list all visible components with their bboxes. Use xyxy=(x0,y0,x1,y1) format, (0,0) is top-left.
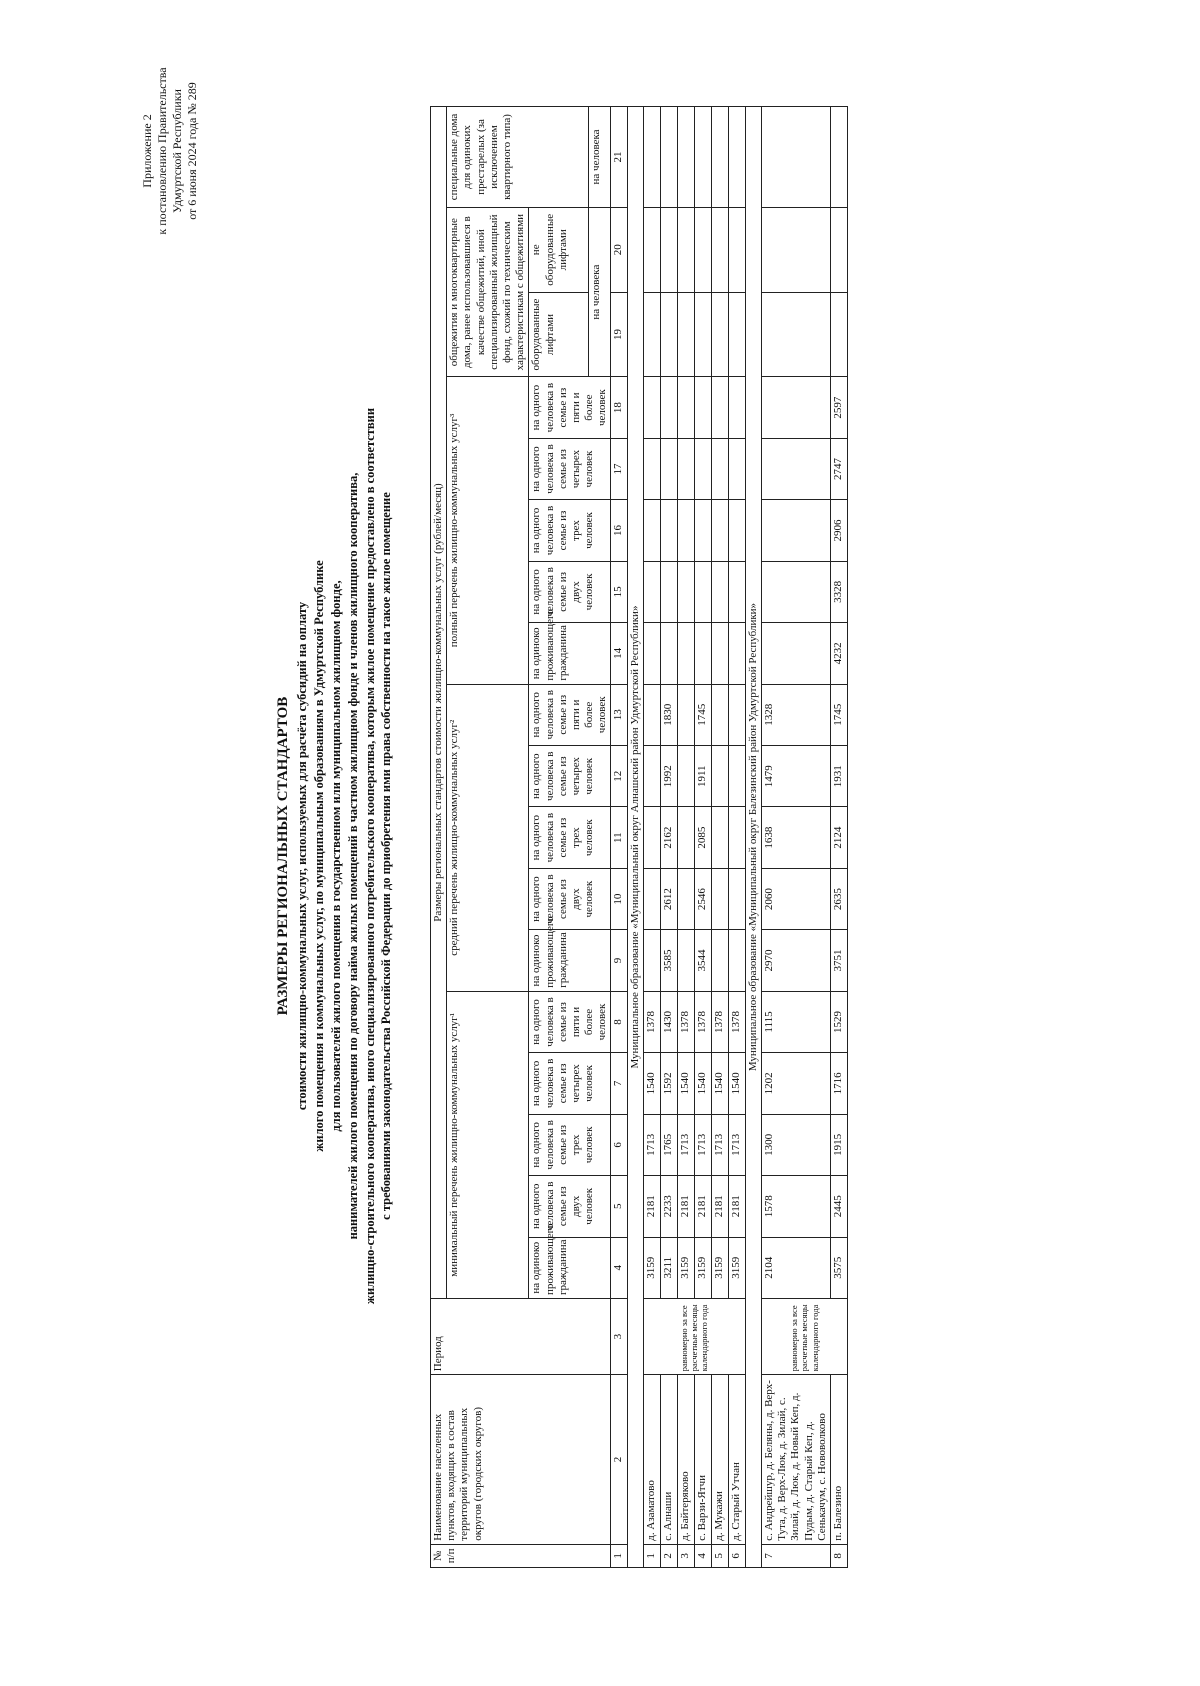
value-cell xyxy=(711,930,728,991)
column-numbers-row xyxy=(611,107,627,1568)
document-title-block xyxy=(275,356,395,1356)
subheader-single: на одиноко проживающего гражданина xyxy=(529,1237,611,1298)
title-line: с требованиями законодательства Российской Федерации до приобретения ими права собственности на такое жилое помещение xyxy=(379,492,394,1220)
value-cell: 1378 xyxy=(711,991,728,1052)
value-cell: 2060 xyxy=(762,868,831,929)
subheader-lift: оборудованные лифтами xyxy=(529,292,588,377)
sizes-header: Размеры региональных стандартов стоимости жилищно-коммунальных услуг (рублей/месяц) xyxy=(431,107,447,1299)
value-cell xyxy=(728,623,745,684)
value-cell xyxy=(728,500,745,561)
value-cell xyxy=(728,377,745,438)
value-cell xyxy=(694,561,711,622)
value-cell xyxy=(643,746,660,807)
settlement-name: д. Байтеряково xyxy=(677,1375,694,1544)
subheader-three: на одного человека в семье из трех человек xyxy=(529,807,611,868)
column-number: 13 xyxy=(611,684,627,745)
value-cell: 2747 xyxy=(830,438,847,499)
value-cell: 3328 xyxy=(830,561,847,622)
value-cell xyxy=(711,292,728,377)
value-cell xyxy=(660,500,677,561)
column-number: 20 xyxy=(611,207,627,292)
column-number: 5 xyxy=(611,1176,627,1237)
value-cell: 3159 xyxy=(677,1237,694,1298)
subheader-three: на одного человека в семье из трех человек xyxy=(529,1114,611,1175)
value-cell: 1300 xyxy=(762,1114,831,1175)
subheader-single: на одиноко проживающего гражданина xyxy=(529,930,611,991)
value-cell: 1915 xyxy=(830,1114,847,1175)
value-cell xyxy=(677,868,694,929)
value-cell: 2104 xyxy=(762,1237,831,1298)
value-cell xyxy=(677,207,694,292)
value-cell xyxy=(643,377,660,438)
title-line: жилого помещения и коммунальных услуг, по муниципальным образованиям в Удмуртской Республике xyxy=(311,560,326,1152)
value-cell: 1115 xyxy=(762,991,831,1052)
column-number: 8 xyxy=(611,991,627,1052)
value-cell: 2445 xyxy=(830,1176,847,1237)
value-cell: 1540 xyxy=(677,1053,694,1114)
value-cell: 1540 xyxy=(643,1053,660,1114)
row-number: 2 xyxy=(660,1544,677,1567)
column-number: 11 xyxy=(611,807,627,868)
column-number: 7 xyxy=(611,1053,627,1114)
value-cell xyxy=(643,438,660,499)
value-cell xyxy=(660,561,677,622)
value-cell xyxy=(643,500,660,561)
value-cell: 1328 xyxy=(762,684,831,745)
row-number: 8 xyxy=(830,1544,847,1567)
value-cell xyxy=(762,107,831,208)
value-cell: 1378 xyxy=(643,991,660,1052)
value-cell xyxy=(830,207,847,292)
value-cell: 1931 xyxy=(830,746,847,807)
section-title: Муниципальное образование «Муниципальный округ Балезинский район Удмуртской Республики» xyxy=(745,107,761,1568)
value-cell: 1540 xyxy=(694,1053,711,1114)
section-row xyxy=(745,107,761,1568)
value-cell xyxy=(762,500,831,561)
value-cell: 2635 xyxy=(830,868,847,929)
value-cell xyxy=(728,930,745,991)
value-cell: 2181 xyxy=(677,1176,694,1237)
value-cell xyxy=(643,207,660,292)
value-cell xyxy=(711,868,728,929)
value-cell: 3159 xyxy=(711,1237,728,1298)
appendix-line: Приложение 2 xyxy=(140,114,154,188)
value-cell xyxy=(762,377,831,438)
value-cell xyxy=(660,107,677,208)
settlement-name: д. Старый Утчан xyxy=(728,1375,745,1544)
value-cell xyxy=(660,377,677,438)
value-cell: 2085 xyxy=(694,807,711,868)
value-cell: 1479 xyxy=(762,746,831,807)
column-number: 14 xyxy=(611,623,627,684)
value-cell: 1745 xyxy=(694,684,711,745)
column-number: 1 xyxy=(611,1544,627,1567)
value-cell: 3159 xyxy=(694,1237,711,1298)
column-number: 9 xyxy=(611,930,627,991)
value-cell: 1592 xyxy=(660,1053,677,1114)
value-cell: 3585 xyxy=(660,930,677,991)
column-number: 4 xyxy=(611,1237,627,1298)
value-cell xyxy=(660,207,677,292)
value-cell xyxy=(677,930,694,991)
column-number: 3 xyxy=(611,1298,627,1374)
value-cell xyxy=(728,746,745,807)
row-number: 6 xyxy=(728,1544,745,1567)
value-cell xyxy=(694,207,711,292)
value-cell xyxy=(694,438,711,499)
value-cell: 1716 xyxy=(830,1053,847,1114)
value-cell xyxy=(694,623,711,684)
settlement-name: с. Алнаши xyxy=(660,1375,677,1544)
standards-table xyxy=(430,106,848,1568)
min-list-header: минимальный перечень жилищно-коммунальных услуг¹ xyxy=(447,991,529,1298)
value-cell xyxy=(694,500,711,561)
value-cell xyxy=(643,868,660,929)
section-title: Муниципальное образование «Муниципальный округ Алнашский район Удмуртской Республики» xyxy=(627,107,643,1568)
appendix-line: от 6 июня 2024 года № 289 xyxy=(185,82,199,220)
value-cell xyxy=(830,292,847,377)
column-number: 2 xyxy=(611,1375,627,1544)
value-cell: 2181 xyxy=(643,1176,660,1237)
value-cell xyxy=(643,107,660,208)
value-cell xyxy=(830,107,847,208)
subheader-five: на одного человека в семье из пяти и более человек xyxy=(529,991,611,1052)
value-cell xyxy=(677,438,694,499)
value-cell xyxy=(660,438,677,499)
value-cell xyxy=(711,623,728,684)
subheader-two: на одного человека в семье из двух человек xyxy=(529,1176,611,1237)
appendix-line: Удмуртской Республики xyxy=(170,89,184,213)
title-line: для пользователей жилого помещения в государственном или муниципальном жилищном фонде, xyxy=(328,580,343,1132)
column-number: 17 xyxy=(611,438,627,499)
subheader-four: на одного человека в семье из четырех человек xyxy=(529,746,611,807)
value-cell: 1713 xyxy=(728,1114,745,1175)
col-no-header: № п/п xyxy=(431,1544,611,1567)
value-cell: 3751 xyxy=(830,930,847,991)
value-cell: 2162 xyxy=(660,807,677,868)
value-cell xyxy=(728,868,745,929)
value-cell: 1830 xyxy=(660,684,677,745)
value-cell: 1713 xyxy=(643,1114,660,1175)
document-title: РАЗМЕРЫ РЕГИОНАЛЬНЫХ СТАНДАРТОВ xyxy=(275,696,291,1016)
value-cell xyxy=(643,930,660,991)
title-line: нанимателей жилого помещения по договору найма жилых помещений в частном жилищном фонде и членов жилищного кооператива, xyxy=(345,472,360,1240)
value-cell: 1638 xyxy=(762,807,831,868)
value-cell xyxy=(762,292,831,377)
column-number: 18 xyxy=(611,377,627,438)
value-cell: 1202 xyxy=(762,1053,831,1114)
value-cell: 2181 xyxy=(694,1176,711,1237)
value-cell xyxy=(677,107,694,208)
subheader-nolift: не оборудованные лифтами xyxy=(529,207,588,292)
value-cell: 1992 xyxy=(660,746,677,807)
special-header: специальные дома для одиноких престарелых (за исключением квартирного типа) xyxy=(447,107,589,208)
settlement-name: п. Балезино xyxy=(830,1375,847,1544)
value-cell xyxy=(677,561,694,622)
value-cell xyxy=(643,807,660,868)
value-cell xyxy=(711,377,728,438)
value-cell: 1540 xyxy=(728,1053,745,1114)
value-cell: 3159 xyxy=(728,1237,745,1298)
subheader-two: на одного человека в семье из двух человек xyxy=(529,561,611,622)
appendix-note xyxy=(140,36,200,266)
value-cell xyxy=(711,438,728,499)
title-line: жилищно-строительного кооператива, иного специализированного потребительского кооператива, которым жилое помещение предоставлено в соответствии xyxy=(362,407,377,1305)
value-cell xyxy=(694,107,711,208)
value-cell xyxy=(728,207,745,292)
value-cell: 1713 xyxy=(711,1114,728,1175)
value-cell: 3575 xyxy=(830,1237,847,1298)
table-body xyxy=(627,107,847,1568)
column-number: 16 xyxy=(611,500,627,561)
subheader-five: на одного человека в семье из пяти и более человек xyxy=(529,377,611,438)
subheader-two: на одного человека в семье из двух человек xyxy=(529,868,611,929)
period-cell: равномерно за все расчетные месяцы календарного года xyxy=(762,1298,848,1374)
value-cell xyxy=(677,623,694,684)
value-cell: 2906 xyxy=(830,500,847,561)
subheader-four: на одного человека в семье из четырех человек xyxy=(529,1053,611,1114)
column-number: 19 xyxy=(611,292,627,377)
column-number: 12 xyxy=(611,746,627,807)
value-cell xyxy=(762,561,831,622)
value-cell xyxy=(643,623,660,684)
value-cell: 2597 xyxy=(830,377,847,438)
value-cell: 3211 xyxy=(660,1237,677,1298)
row-number: 5 xyxy=(711,1544,728,1567)
full-list-header: полный перечень жилищно-коммунальных услуг³ xyxy=(447,377,529,684)
value-cell xyxy=(711,561,728,622)
column-number: 6 xyxy=(611,1114,627,1175)
value-cell xyxy=(762,623,831,684)
row-number: 4 xyxy=(694,1544,711,1567)
value-cell: 4232 xyxy=(830,623,847,684)
subheader-five: на одного человека в семье из пяти и более человек xyxy=(529,684,611,745)
value-cell xyxy=(660,623,677,684)
value-cell xyxy=(677,807,694,868)
mid-list-header: средний перечень жилищно-коммунальных услуг² xyxy=(447,684,529,991)
value-cell: 1765 xyxy=(660,1114,677,1175)
subheader-perperson: на человека xyxy=(588,207,611,376)
value-cell xyxy=(711,807,728,868)
value-cell: 1378 xyxy=(677,991,694,1052)
subheader-three: на одного человека в семье из трех человек xyxy=(529,500,611,561)
value-cell xyxy=(711,746,728,807)
value-cell: 2233 xyxy=(660,1176,677,1237)
value-cell: 2970 xyxy=(762,930,831,991)
subheader-four: на одного человека в семье из четырех человек xyxy=(529,438,611,499)
value-cell: 1713 xyxy=(677,1114,694,1175)
value-cell xyxy=(677,746,694,807)
value-cell xyxy=(728,561,745,622)
value-cell: 2181 xyxy=(711,1176,728,1237)
subheader-perperson: на человека xyxy=(588,107,611,208)
value-cell: 2181 xyxy=(728,1176,745,1237)
value-cell: 2612 xyxy=(660,868,677,929)
value-cell xyxy=(643,292,660,377)
settlement-name: с. Варзи-Ятчи xyxy=(694,1375,711,1544)
settlement-name: д. Мукажи xyxy=(711,1375,728,1544)
subheader-single: на одиноко проживающего гражданина xyxy=(529,623,611,684)
value-cell xyxy=(643,561,660,622)
column-number: 21 xyxy=(611,107,627,208)
value-cell xyxy=(762,438,831,499)
value-cell xyxy=(677,292,694,377)
value-cell xyxy=(711,684,728,745)
row-number: 7 xyxy=(762,1544,831,1567)
value-cell: 2546 xyxy=(694,868,711,929)
value-cell xyxy=(677,684,694,745)
table-row xyxy=(762,107,831,1568)
value-cell xyxy=(728,684,745,745)
value-cell: 1529 xyxy=(830,991,847,1052)
row-number: 1 xyxy=(643,1544,660,1567)
section-row xyxy=(627,107,643,1568)
value-cell: 1713 xyxy=(694,1114,711,1175)
hostel-header: общежития и многоквартирные дома, ранее использовавшиеся в качестве общежитий, иной специализированный жилищный фонд, схожий по техническим характеристикам с общежитиями xyxy=(447,207,529,376)
value-cell xyxy=(694,377,711,438)
value-cell xyxy=(694,292,711,377)
value-cell xyxy=(677,377,694,438)
value-cell xyxy=(762,207,831,292)
value-cell xyxy=(711,207,728,292)
title-line: стоимости жилищно-коммунальных услуг, используемых для расчёта субсидий на оплату xyxy=(295,601,309,1111)
column-number: 10 xyxy=(611,868,627,929)
value-cell xyxy=(728,438,745,499)
value-cell xyxy=(728,107,745,208)
value-cell: 1378 xyxy=(694,991,711,1052)
value-cell xyxy=(660,292,677,377)
value-cell xyxy=(728,292,745,377)
value-cell: 1745 xyxy=(830,684,847,745)
value-cell xyxy=(677,500,694,561)
value-cell: 1378 xyxy=(728,991,745,1052)
value-cell: 1540 xyxy=(711,1053,728,1114)
column-number: 15 xyxy=(611,561,627,622)
value-cell xyxy=(711,500,728,561)
value-cell xyxy=(643,684,660,745)
value-cell: 1911 xyxy=(694,746,711,807)
value-cell: 3544 xyxy=(694,930,711,991)
col-name-header: Наименование населенных пунктов, входящих в состав территорий муниципальных округов (городских округов) xyxy=(431,1375,611,1544)
appendix-line: к постановлению Правительства xyxy=(155,67,169,235)
col-period-header: Период xyxy=(431,1298,611,1374)
value-cell: 1430 xyxy=(660,991,677,1052)
value-cell: 3159 xyxy=(643,1237,660,1298)
settlement-name: с. Андрейшур, д. Беляны, д. Верх-Тута, д. Верх-Люк, д. Зилай, с. Зилай, д. Люк, д. Новый Кеп, д. Пудым, д. Старый Кеп, д. Сенькачум, с. Нововолково xyxy=(762,1375,831,1544)
value-cell: 2124 xyxy=(830,807,847,868)
period-cell: равномерно за все расчетные месяцы календарного года xyxy=(643,1298,745,1374)
table-row xyxy=(643,107,660,1568)
settlement-name: д. Азаматово xyxy=(643,1375,660,1544)
value-cell: 1578 xyxy=(762,1176,831,1237)
value-cell xyxy=(711,107,728,208)
row-number: 3 xyxy=(677,1544,694,1567)
value-cell xyxy=(728,807,745,868)
